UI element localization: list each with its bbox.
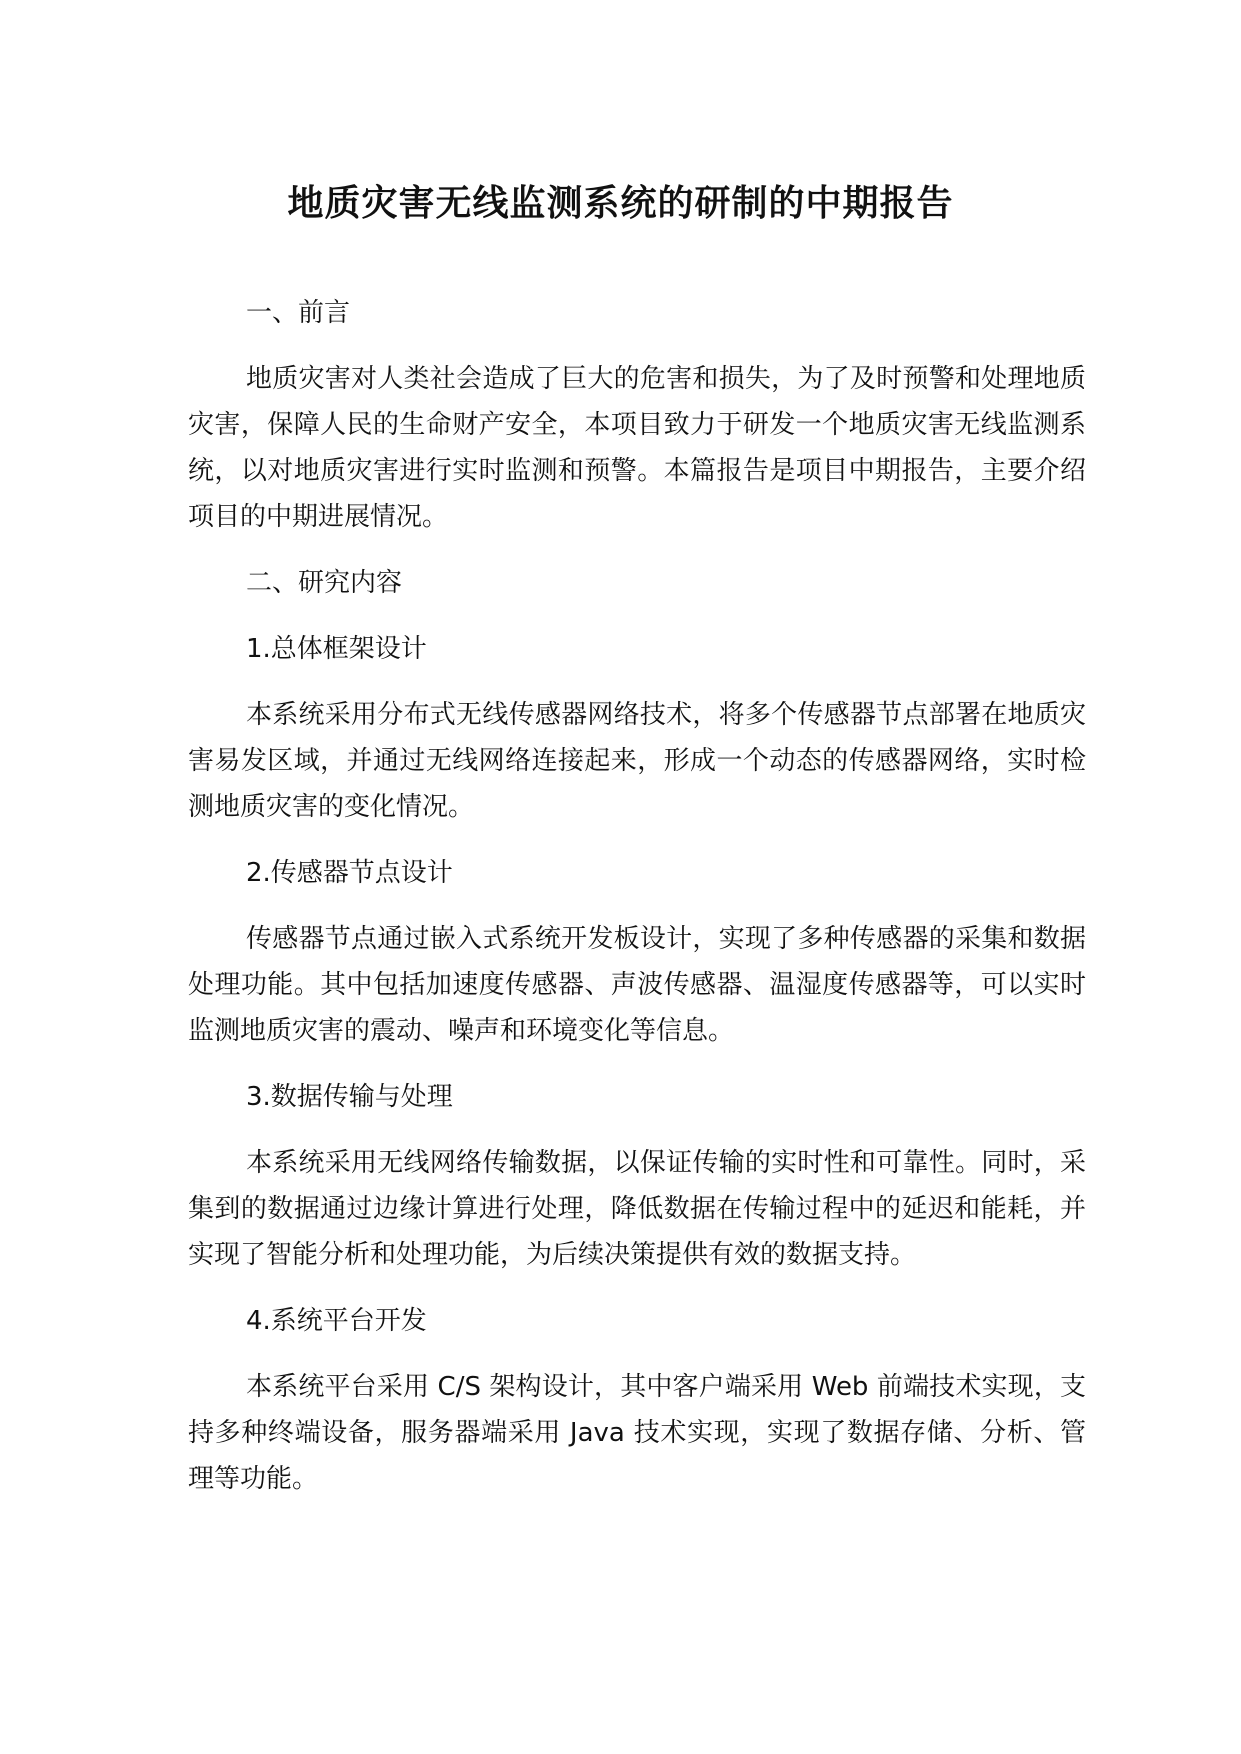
paragraph-system-platform: 本系统平台采用 C/S 架构设计，其中客户端采用 Web 前端技术实现，支持多种终端设备，服务器端采用 Java 技术实现，实现了数据存储、分析、管理等功能。	[188, 1372, 1086, 1494]
paragraph-data-transmission: 本系统采用无线网络传输数据，以保证传输的实时性和可靠性。同时，采集到的数据通过边缘计算进行处理，降低数据在传输过程中的延迟和能耗，并实现了智能分析和处理功能，为后续决策提供有效的数据支持。	[188, 1148, 1086, 1270]
paragraph-overall-framework: 本系统采用分布式无线传感器网络技术，将多个传感器节点部署在地质灾害易发区域，并通过无线网络连接起来，形成一个动态的传感器网络，实时检测地质灾害的变化情况。	[188, 700, 1086, 822]
subheading-data-transmission: 3.数据传输与处理	[246, 1082, 453, 1112]
paragraph-preface: 地质灾害对人类社会造成了巨大的危害和损失，为了及时预警和处理地质灾害，保障人民的生命财产安全，本项目致力于研发一个地质灾害无线监测系统，以对地质灾害进行实时监测和预警。本篇报告是项目中期报告，主要介绍项目的中期进展情况。	[188, 364, 1086, 532]
section-heading-preface: 一、前言	[246, 298, 351, 328]
document-title: 地质灾害无线监测系统的研制的中期报告	[287, 183, 954, 224]
document-body	[188, 290, 1086, 1522]
subheading-overall-framework: 1.总体框架设计	[246, 634, 427, 664]
subheading-system-platform: 4.系统平台开发	[246, 1306, 427, 1336]
section-heading-research-content: 二、研究内容	[246, 568, 403, 598]
subheading-sensor-node: 2.传感器节点设计	[246, 858, 453, 888]
paragraph-sensor-node: 传感器节点通过嵌入式系统开发板设计，实现了多种传感器的采集和数据处理功能。其中包括加速度传感器、声波传感器、温湿度传感器等，可以实时监测地质灾害的震动、噪声和环境变化等信息。	[188, 924, 1086, 1046]
